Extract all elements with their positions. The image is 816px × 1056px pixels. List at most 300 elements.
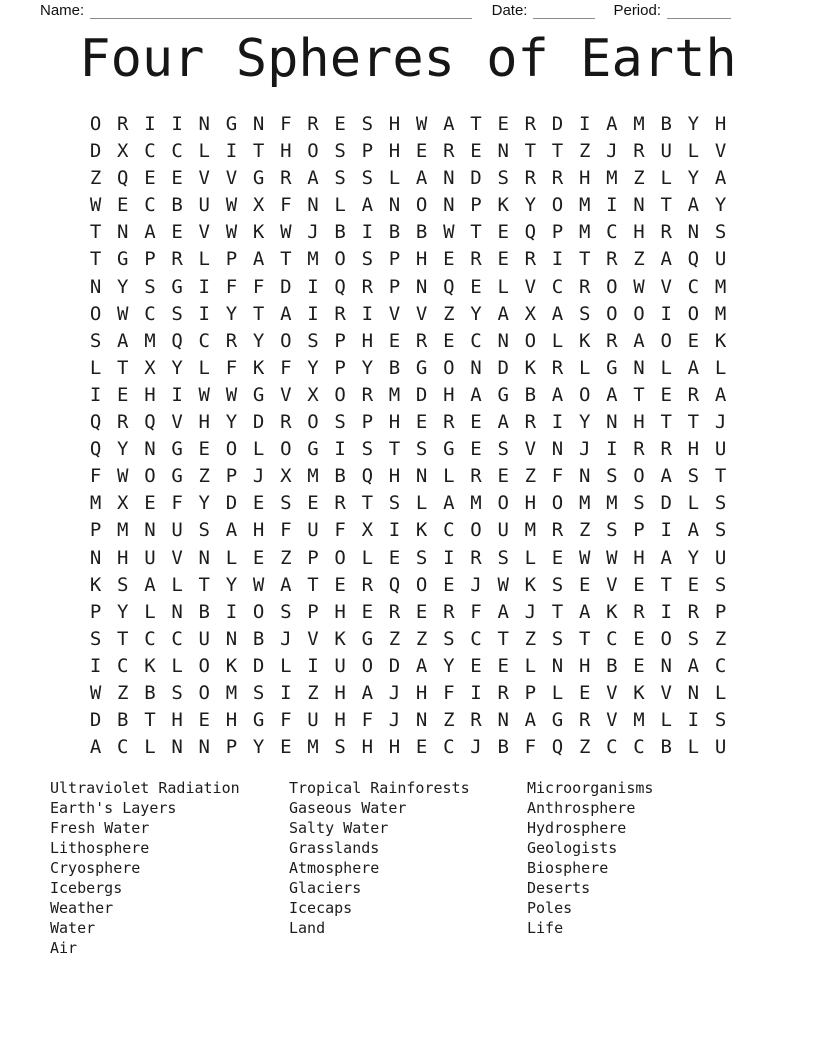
grid-cell: P xyxy=(89,519,102,542)
grid-cell: L xyxy=(497,275,509,298)
grid-cell: T xyxy=(578,627,591,650)
grid-cell: Z xyxy=(198,465,210,488)
grid-cell: F xyxy=(443,681,455,704)
grid-cell: V xyxy=(660,681,672,704)
word-search-grid xyxy=(82,111,734,761)
grid-cell: V xyxy=(198,167,210,190)
grid-cell: N xyxy=(144,519,156,542)
grid-cell: C xyxy=(144,302,156,325)
grid-cell: R xyxy=(578,275,591,298)
grid-cell: I xyxy=(334,438,346,461)
grid-cell: W xyxy=(443,221,455,244)
grid-cell: F xyxy=(334,519,346,542)
grid-cell: I xyxy=(280,681,292,704)
grid-cell: A xyxy=(551,383,564,406)
grid-cell: T xyxy=(714,465,727,488)
grid-cell: R xyxy=(524,411,537,434)
date-label: Date: xyxy=(491,2,528,19)
grid-cell: O xyxy=(497,492,509,515)
grid-cell: A xyxy=(687,654,700,677)
grid-cell: C xyxy=(117,736,129,759)
grid-cell: M xyxy=(714,275,727,298)
grid-cell: L xyxy=(171,573,183,596)
grid-cell: R xyxy=(497,681,509,704)
word-list-item: Lithosphere xyxy=(50,838,150,857)
grid-cell: E xyxy=(660,383,672,406)
grid-cell: H xyxy=(388,140,401,163)
grid-cell: C xyxy=(687,275,700,298)
grid-cell: Z xyxy=(633,248,645,271)
grid-cell: E xyxy=(198,438,210,461)
grid-cell: S xyxy=(171,681,183,704)
grid-cell: U xyxy=(714,248,727,271)
grid-cell: E xyxy=(415,411,428,434)
grid-cell: R xyxy=(225,329,238,352)
grid-cell: A xyxy=(497,302,509,325)
grid-cell: E xyxy=(252,492,265,515)
grid-cell: U xyxy=(307,709,319,732)
grid-row xyxy=(82,138,734,165)
grid-cell: H xyxy=(578,167,591,190)
grid-cell: R xyxy=(361,573,374,596)
grid-cell: X xyxy=(524,302,537,325)
grid-cell: W xyxy=(117,302,129,325)
grid-cell: Y xyxy=(171,356,183,379)
grid-cell: Y xyxy=(225,302,238,325)
grid-cell: J xyxy=(524,600,537,623)
grid-cell: E xyxy=(687,329,700,352)
grid-cell: R xyxy=(443,600,455,623)
grid-cell: E xyxy=(361,600,374,623)
grid-cell: M xyxy=(307,736,319,759)
grid-cell: R xyxy=(524,248,537,271)
grid-cell: R xyxy=(687,383,700,406)
grid-cell: A xyxy=(687,194,700,217)
grid-cell: C xyxy=(144,140,156,163)
grid-cell: G xyxy=(307,438,319,461)
grid-cell: G xyxy=(361,627,374,650)
grid-cell: I xyxy=(660,302,672,325)
grid-row xyxy=(82,355,734,382)
grid-cell: X xyxy=(280,465,292,488)
grid-cell: Q xyxy=(89,411,102,434)
grid-cell: E xyxy=(470,438,482,461)
grid-cell: H xyxy=(443,383,455,406)
grid-cell: M xyxy=(606,492,618,515)
grid-cell: P xyxy=(89,600,102,623)
grid-cell: X xyxy=(252,194,265,217)
name-field xyxy=(40,2,472,19)
grid-cell: T xyxy=(144,709,156,732)
grid-cell: T xyxy=(470,221,482,244)
grid-cell: Y xyxy=(307,356,319,379)
grid-cell: I xyxy=(443,546,455,569)
grid-cell: M xyxy=(633,709,645,732)
grid-cell: E xyxy=(470,654,482,677)
grid-cell: H xyxy=(361,329,374,352)
grid-cell: O xyxy=(606,275,618,298)
grid-cell: F xyxy=(361,709,374,732)
grid-cell: R xyxy=(633,600,645,623)
grid-cell: T xyxy=(660,194,672,217)
grid-cell: G xyxy=(443,438,455,461)
grid-cell: U xyxy=(714,736,727,759)
grid-cell: O xyxy=(334,383,346,406)
grid-row xyxy=(82,165,734,192)
grid-cell: D xyxy=(225,492,238,515)
grid-cell: L xyxy=(687,492,700,515)
grid-cell: R xyxy=(606,329,618,352)
word-list-item: Biosphere xyxy=(527,858,609,877)
grid-cell: K xyxy=(252,221,265,244)
grid-cell: A xyxy=(578,600,591,623)
grid-cell: E xyxy=(334,573,346,596)
name-blank-line xyxy=(90,3,471,19)
word-list-item: Air xyxy=(50,938,78,957)
grid-cell: A xyxy=(551,302,564,325)
grid-cell: D xyxy=(660,492,672,515)
grid-cell: H xyxy=(388,736,401,759)
grid-cell: F xyxy=(171,492,183,515)
grid-cell: G xyxy=(252,383,265,406)
grid-cell: C xyxy=(606,627,618,650)
grid-cell: V xyxy=(660,275,672,298)
grid-cell: F xyxy=(225,275,238,298)
grid-cell: S xyxy=(252,681,265,704)
grid-cell: W xyxy=(280,221,292,244)
grid-cell: W xyxy=(415,113,428,135)
grid-cell: G xyxy=(117,248,129,271)
grid-cell: N xyxy=(443,194,455,217)
grid-cell: A xyxy=(307,167,319,190)
grid-cell: L xyxy=(714,681,727,704)
grid-cell: F xyxy=(524,736,537,759)
grid-cell: E xyxy=(171,167,183,190)
word-list-item: Water xyxy=(50,918,96,937)
grid-cell: O xyxy=(551,194,564,217)
grid-cell: P xyxy=(307,600,319,623)
grid-cell: I xyxy=(171,113,183,135)
grid-cell: G xyxy=(171,275,183,298)
word-list-item: Deserts xyxy=(527,878,591,897)
grid-cell: S xyxy=(497,438,509,461)
grid-cell: M xyxy=(117,519,129,542)
grid-cell: V xyxy=(388,302,401,325)
grid-cell: B xyxy=(660,113,672,135)
grid-cell: S xyxy=(89,329,102,352)
grid-cell: Z xyxy=(714,627,727,650)
grid-cell: N xyxy=(470,356,482,379)
grid-cell: Y xyxy=(225,411,238,434)
grid-cell: E xyxy=(171,221,183,244)
grid-cell: F xyxy=(89,465,102,488)
grid-cell: O xyxy=(633,302,645,325)
grid-cell: O xyxy=(470,519,482,542)
period-blank-line xyxy=(667,3,731,19)
grid-cell: C xyxy=(443,736,455,759)
grid-cell: H xyxy=(252,519,265,542)
grid-cell: F xyxy=(225,356,238,379)
grid-cell: N xyxy=(633,356,645,379)
grid-cell: T xyxy=(660,573,672,596)
grid-cell: I xyxy=(660,519,672,542)
word-list xyxy=(50,779,786,958)
grid-cell: S xyxy=(280,600,292,623)
grid-cell: L xyxy=(660,356,672,379)
grid-cell: B xyxy=(388,221,401,244)
grid-cell: E xyxy=(443,248,455,271)
grid-row xyxy=(82,436,734,463)
grid-cell: Z xyxy=(633,167,645,190)
grid-cell: O xyxy=(334,248,346,271)
grid-cell: P xyxy=(334,329,346,352)
grid-cell: R xyxy=(633,140,645,163)
grid-cell: H xyxy=(144,383,156,406)
grid-cell: H xyxy=(578,654,591,677)
grid-cell: R xyxy=(117,113,129,135)
grid-cell: S xyxy=(606,465,618,488)
grid-cell: Z xyxy=(524,627,537,650)
grid-cell: V xyxy=(606,573,618,596)
grid-cell: Q xyxy=(334,275,346,298)
grid-cell: N xyxy=(415,465,428,488)
grid-cell: H xyxy=(388,411,401,434)
grid-cell: S xyxy=(280,492,292,515)
grid-cell: K xyxy=(252,356,265,379)
word-list-item: Weather xyxy=(50,898,114,917)
grid-cell: A xyxy=(225,519,238,542)
grid-cell: I xyxy=(307,275,319,298)
grid-cell: E xyxy=(470,411,482,434)
period-field xyxy=(613,2,731,19)
grid-cell: M xyxy=(578,194,591,217)
grid-cell: Y xyxy=(470,302,482,325)
grid-cell: D xyxy=(252,411,265,434)
grid-cell: E xyxy=(334,113,346,135)
grid-cell: I xyxy=(578,113,591,135)
grid-cell: O xyxy=(198,681,210,704)
grid-cell: N xyxy=(198,546,210,569)
grid-cell: A xyxy=(687,356,700,379)
grid-cell: Z xyxy=(89,167,102,190)
grid-cell: N xyxy=(497,329,509,352)
grid-cell: V xyxy=(606,709,618,732)
grid-cell: C xyxy=(171,140,183,163)
grid-cell: U xyxy=(714,438,727,461)
grid-row xyxy=(82,219,734,246)
grid-cell: G xyxy=(171,465,183,488)
grid-cell: X xyxy=(307,383,319,406)
grid-cell: W xyxy=(606,546,618,569)
grid-cell: L xyxy=(252,438,265,461)
grid-cell: S xyxy=(714,492,727,515)
grid-cell: P xyxy=(633,519,645,542)
grid-cell: I xyxy=(388,519,401,542)
grid-cell: P xyxy=(714,600,727,623)
grid-cell: V xyxy=(280,383,292,406)
grid-cell: Z xyxy=(578,736,591,759)
grid-cell: H xyxy=(225,709,238,732)
grid-cell: E xyxy=(252,546,265,569)
grid-cell: A xyxy=(89,736,102,759)
grid-cell: R xyxy=(334,302,346,325)
grid-cell: X xyxy=(144,356,156,379)
word-list-item: Microorganisms xyxy=(527,779,654,797)
grid-cell: J xyxy=(470,736,482,759)
grid-cell: K xyxy=(578,329,591,352)
grid-cell: C xyxy=(443,519,455,542)
grid-cell: T xyxy=(361,492,374,515)
worksheet-header xyxy=(40,2,731,19)
grid-row xyxy=(82,545,734,572)
grid-cell: E xyxy=(470,275,482,298)
grid-cell: F xyxy=(551,465,564,488)
grid-cell: T xyxy=(117,356,129,379)
grid-cell: N xyxy=(415,275,428,298)
word-list-item: Fresh Water xyxy=(50,818,150,837)
grid-cell: L xyxy=(578,356,591,379)
grid-cell: Q xyxy=(551,736,564,759)
grid-cell: A xyxy=(497,600,509,623)
grid-cell: P xyxy=(361,140,374,163)
grid-cell: B xyxy=(606,654,618,677)
grid-cell: O xyxy=(252,600,265,623)
grid-cell: Z xyxy=(443,302,455,325)
grid-cell: R xyxy=(171,248,183,271)
grid-cell: E xyxy=(117,383,129,406)
grid-cell: H xyxy=(524,492,537,515)
grid-cell: F xyxy=(280,194,292,217)
grid-cell: T xyxy=(89,248,102,271)
grid-cell: I xyxy=(198,275,210,298)
grid-cell: E xyxy=(415,736,428,759)
grid-cell: R xyxy=(470,465,482,488)
grid-cell: K xyxy=(89,573,102,596)
grid-cell: C xyxy=(633,736,645,759)
grid-cell: I xyxy=(361,302,374,325)
grid-cell: Q xyxy=(117,167,129,190)
word-list-item: Tropical Rainforests xyxy=(289,779,470,797)
grid-cell: W xyxy=(497,573,509,596)
grid-cell: L xyxy=(171,654,183,677)
grid-cell: U xyxy=(497,519,509,542)
grid-cell: C xyxy=(606,221,618,244)
grid-cell: D xyxy=(388,654,401,677)
grid-cell: L xyxy=(524,546,537,569)
grid-cell: T xyxy=(280,248,292,271)
grid-cell: O xyxy=(443,356,455,379)
grid-row xyxy=(82,192,734,219)
word-list-column xyxy=(50,779,289,958)
grid-cell: W xyxy=(633,275,645,298)
grid-cell: F xyxy=(280,519,292,542)
grid-cell: N xyxy=(415,709,428,732)
grid-cell: V xyxy=(307,627,319,650)
grid-cell: N xyxy=(497,709,509,732)
grid-cell: B xyxy=(171,194,183,217)
name-label: Name: xyxy=(40,2,85,19)
grid-cell: R xyxy=(524,167,537,190)
grid-cell: T xyxy=(551,600,564,623)
grid-cell: I xyxy=(89,654,102,677)
grid-cell: O xyxy=(361,654,374,677)
grid-cell: L xyxy=(198,248,210,271)
grid-cell: K xyxy=(714,329,727,352)
grid-row xyxy=(82,626,734,653)
grid-cell: J xyxy=(388,681,401,704)
grid-cell: O xyxy=(415,194,428,217)
grid-cell: R xyxy=(660,221,672,244)
grid-cell: S xyxy=(361,438,374,461)
grid-cell: C xyxy=(144,194,156,217)
grid-cell: C xyxy=(470,627,482,650)
grid-row xyxy=(82,301,734,328)
grid-cell: A xyxy=(252,248,265,271)
grid-cell: S xyxy=(361,167,374,190)
grid-cell: E xyxy=(578,573,591,596)
grid-cell: S xyxy=(361,248,374,271)
grid-cell: Z xyxy=(307,681,319,704)
grid-cell: A xyxy=(415,167,428,190)
grid-cell: Y xyxy=(361,356,374,379)
grid-cell: H xyxy=(361,736,374,759)
grid-cell: S xyxy=(117,573,129,596)
grid-cell: R xyxy=(280,411,292,434)
grid-cell: P xyxy=(225,736,238,759)
grid-cell: H xyxy=(687,438,700,461)
grid-cell: P xyxy=(524,681,537,704)
grid-cell: H xyxy=(633,411,645,434)
grid-cell: C xyxy=(606,736,618,759)
grid-cell: V xyxy=(225,167,238,190)
grid-cell: G xyxy=(252,709,265,732)
grid-cell: S xyxy=(334,167,346,190)
grid-cell: T xyxy=(89,221,102,244)
grid-cell: S xyxy=(198,519,210,542)
grid-cell: U xyxy=(198,627,210,650)
grid-cell: J xyxy=(578,438,591,461)
grid-cell: T xyxy=(252,140,265,163)
grid-cell: B xyxy=(524,383,537,406)
grid-cell: F xyxy=(252,275,265,298)
grid-cell: L xyxy=(280,654,292,677)
grid-cell: Y xyxy=(117,275,129,298)
grid-cell: Y xyxy=(524,194,537,217)
grid-cell: E xyxy=(497,113,509,135)
grid-cell: B xyxy=(144,681,156,704)
grid-cell: I xyxy=(171,383,183,406)
grid-cell: L xyxy=(89,356,102,379)
grid-cell: K xyxy=(524,573,537,596)
grid-cell: K xyxy=(144,654,156,677)
grid-cell: I xyxy=(198,302,210,325)
grid-cell: H xyxy=(388,113,401,135)
grid-cell: E xyxy=(388,329,401,352)
grid-cell: A xyxy=(687,519,700,542)
grid-cell: A xyxy=(714,167,727,190)
grid-cell: S xyxy=(415,438,428,461)
grid-cell: S xyxy=(497,546,509,569)
grid-cell: Y xyxy=(578,411,591,434)
grid-cell: A xyxy=(606,113,618,135)
grid-cell: H xyxy=(334,681,346,704)
grid-cell: N xyxy=(89,546,102,569)
grid-cell: M xyxy=(470,492,482,515)
grid-cell: A xyxy=(714,383,727,406)
grid-cell: I xyxy=(225,600,238,623)
grid-cell: A xyxy=(144,221,156,244)
grid-cell: M xyxy=(714,302,727,325)
